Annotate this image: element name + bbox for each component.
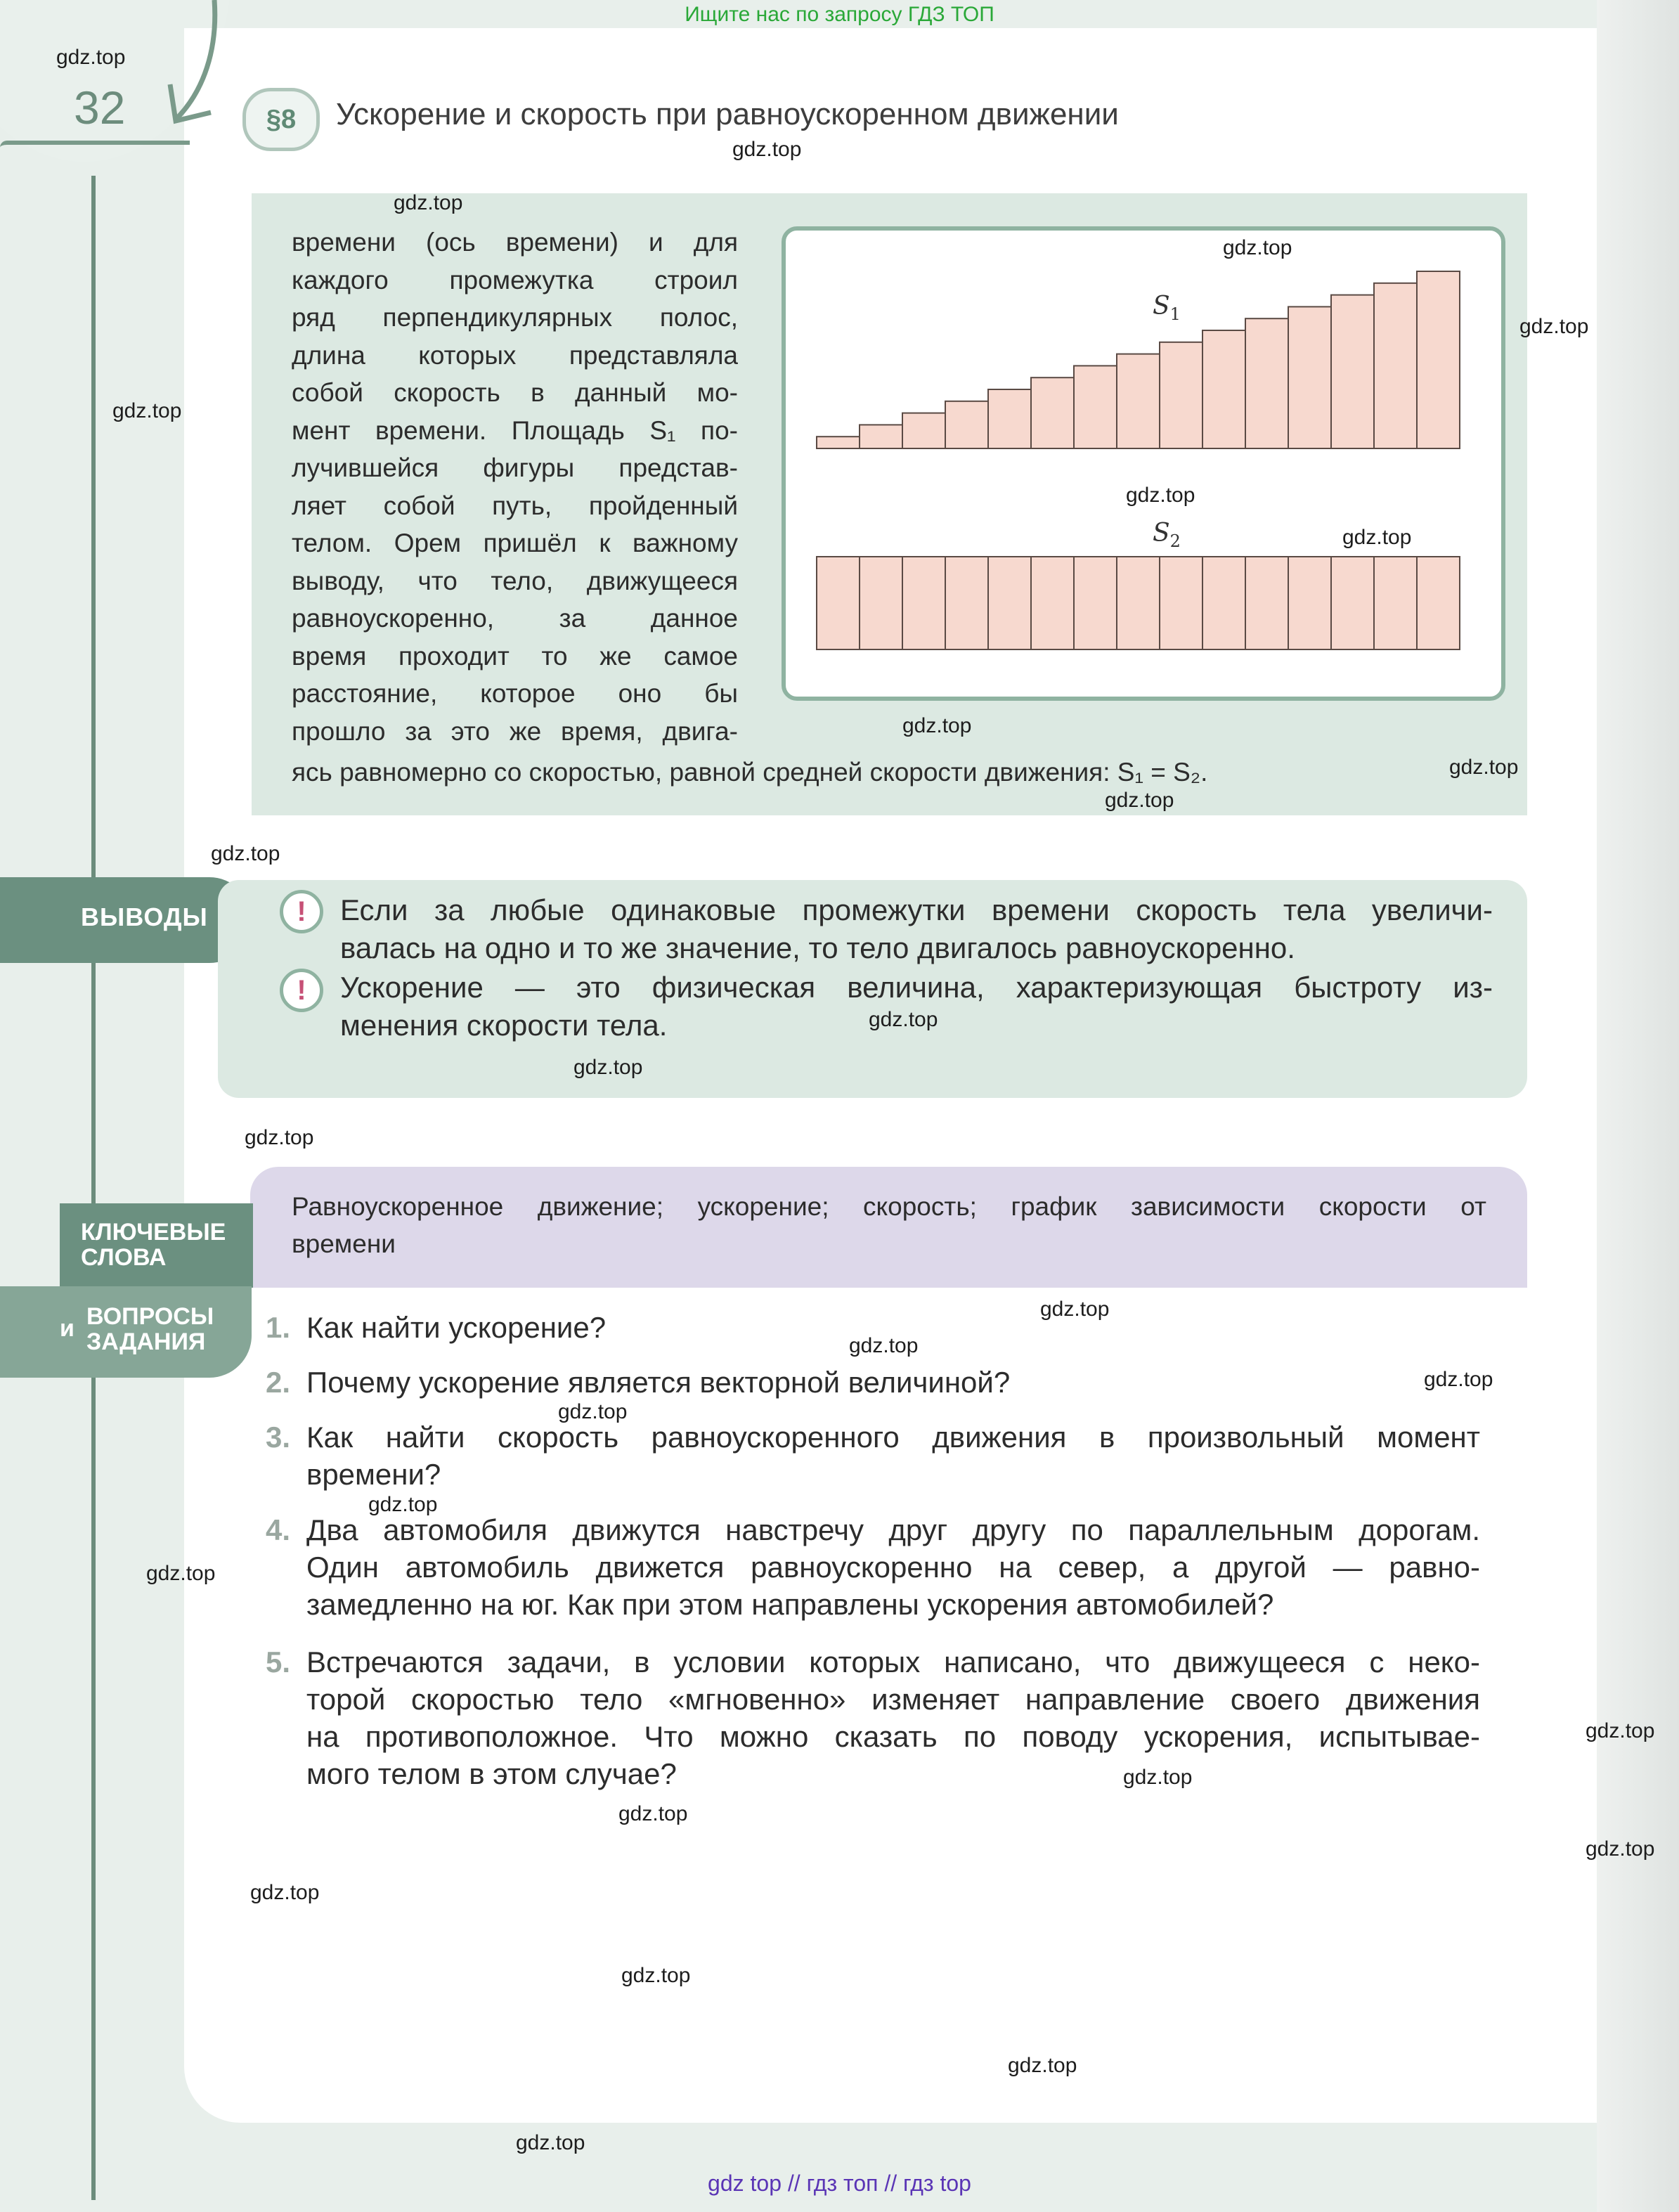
watermark: gdz.top	[250, 1881, 320, 1904]
watermark: gdz.top	[1008, 2054, 1077, 2077]
exclamation-icon: !	[280, 890, 323, 933]
conclusion-line: менения скорости тела.	[340, 1009, 668, 1042]
question-line: времени?	[306, 1458, 441, 1491]
conclusion-line: Если за любые одинаковые промежутки времени скорость тела увеличи-	[340, 893, 1493, 926]
staircase-bar	[988, 389, 1031, 448]
question-line: Как найти ускорение?	[306, 1311, 607, 1344]
staircase-bar	[817, 436, 860, 448]
page-title: Ускорение и скорость при равноускоренном движении	[336, 97, 1119, 131]
paragraph-line: мент времени. Площадь S₁ по-	[292, 415, 738, 445]
watermark: gdz.top	[1424, 1368, 1493, 1391]
footer-watermark[interactable]: gdz top // гдз топ // гдз top	[708, 2171, 971, 2196]
watermark: gdz.top	[902, 714, 972, 737]
paragraph-line: телом. Орем пришёл к важному	[292, 529, 738, 557]
questions-label-and: и	[60, 1315, 74, 1342]
watermark: gdz.top	[869, 1008, 938, 1031]
label-s2: $S_2$	[1153, 519, 1181, 552]
watermark: gdz.top	[573, 1056, 643, 1079]
watermark: gdz.top	[112, 399, 182, 422]
uniform-bar	[1074, 557, 1117, 649]
watermark: gdz.top	[516, 2131, 585, 2154]
oresme-diagram-bars	[782, 226, 1505, 701]
conclusion-line: Ускорение — это физическая величина, характеризующая быстроту из-	[340, 971, 1493, 1004]
paragraph-conclusion: ясь равномерно со скоростью, равной средней скорости движения: S₁ = S₂.	[292, 758, 1208, 787]
question-line: Два автомобиля движутся навстречу друг другу по параллельным дорогам.	[306, 1513, 1480, 1546]
keywords-label-line: СЛОВА	[81, 1244, 167, 1271]
paragraph-line: собой скорость в данный мо-	[292, 378, 738, 407]
watermark: gdz.top	[618, 1802, 688, 1825]
watermark: gdz.top	[56, 46, 126, 69]
label-s1: $S_1$	[1153, 292, 1181, 325]
paragraph-line: время проходит то же самое	[292, 641, 738, 671]
paragraph-line: выводу, что тело, движущееся	[292, 566, 738, 595]
watermark: gdz.top	[732, 138, 802, 161]
watermark: gdz.top	[1223, 236, 1292, 259]
staircase-bar	[1331, 295, 1374, 448]
question-5	[306, 1643, 1480, 1792]
question-4	[306, 1511, 1480, 1623]
watermark: gdz.top	[1123, 1766, 1193, 1789]
conclusion-item-1	[340, 891, 1493, 967]
staircase-bar	[1374, 283, 1417, 448]
uniform-bar	[1417, 557, 1460, 649]
paragraph-line: лучившейся фигуры представ-	[292, 453, 738, 482]
watermark: gdz.top	[211, 842, 280, 865]
margin-line	[91, 176, 96, 2200]
question-number: 3.	[266, 1421, 291, 1454]
question-2	[306, 1364, 1480, 1401]
watermark: gdz.top	[1126, 484, 1195, 507]
paragraph-line: прошло за это же время, двига-	[292, 716, 738, 746]
question-number: 2.	[266, 1366, 291, 1399]
keywords-line: Равноускоренное движение; ускорение; скорость; график зависимости скорости от	[292, 1192, 1486, 1221]
watermark: gdz.top	[849, 1334, 919, 1357]
question-line: Один автомобиль движется равноускоренно на север, а другой — равно-	[306, 1551, 1480, 1584]
keywords-label	[81, 1220, 226, 1270]
uniform-figure-s2	[817, 557, 1460, 649]
watermark: gdz.top	[1519, 315, 1589, 338]
paragraph-line: расстояние, которое оно бы	[292, 679, 738, 708]
watermark: gdz.top	[146, 1562, 216, 1585]
paragraph-line: ляет собой путь, пройденный	[292, 491, 738, 520]
question-number: 1.	[266, 1311, 291, 1344]
uniform-bar	[988, 557, 1031, 649]
uniform-bar	[902, 557, 945, 649]
page-number: 32	[74, 82, 126, 134]
staircase-bar	[860, 425, 902, 448]
conclusion-item-2	[340, 969, 1493, 1044]
watermark: gdz.top	[245, 1126, 314, 1149]
staircase-bar	[902, 413, 945, 448]
question-number: 4.	[266, 1513, 291, 1546]
watermark: gdz.top	[1105, 789, 1174, 812]
question-line: торой скоростью тело «мгновенно» изменяет направление своего движения	[306, 1683, 1480, 1716]
watermark: gdz.top	[1342, 526, 1412, 549]
staircase-bar	[1417, 271, 1460, 448]
staircase-bar	[1074, 366, 1117, 448]
margin-curve	[0, 141, 190, 201]
uniform-bar	[1245, 557, 1288, 649]
conclusion-line: валась на одно и то же значение, то тело двигалось равноускоренно.	[340, 931, 1295, 964]
history-paragraph	[292, 224, 738, 750]
questions-label-line: ЗАДАНИЯ	[86, 1328, 206, 1355]
paragraph-line: ряд перпендикулярных полос,	[292, 303, 738, 332]
question-line: на противоположное. Что можно сказать по поводу ускорения, испытывае-	[306, 1720, 1480, 1753]
watermark: gdz.top	[558, 1400, 628, 1423]
keywords-text	[292, 1188, 1486, 1262]
watermark: gdz.top	[394, 191, 463, 214]
watermark: gdz.top	[1586, 1837, 1655, 1861]
paragraph-line: каждого промежутка строил	[292, 265, 738, 295]
paragraph-line: времени (ось времени) и для	[292, 228, 738, 257]
uniform-bar	[817, 557, 860, 649]
uniform-bar	[1202, 557, 1245, 649]
staircase-bar	[1202, 330, 1245, 448]
question-line: мого телом в этом случае?	[306, 1757, 677, 1790]
uniform-bar	[1117, 557, 1160, 649]
page-edge-shadow	[1597, 0, 1679, 2212]
uniform-bar	[1031, 557, 1074, 649]
uniform-bar	[1160, 557, 1202, 649]
question-3	[306, 1418, 1480, 1493]
keywords-line: времени	[292, 1229, 396, 1258]
question-line: Как найти скорость равноускоренного движения в произвольный момент	[306, 1421, 1480, 1454]
watermark: gdz.top	[1040, 1298, 1110, 1321]
question-line: Почему ускорение является векторной величиной?	[306, 1366, 1011, 1399]
uniform-bar	[1331, 557, 1374, 649]
staircase-bar	[1245, 318, 1288, 448]
conclusions-label: ВЫВОДЫ	[81, 903, 208, 931]
uniform-bar	[1374, 557, 1417, 649]
uniform-bar	[1288, 557, 1331, 649]
uniform-bar	[945, 557, 988, 649]
question-line: Встречаются задачи, в условии которых написано, что движущееся с неко-	[306, 1645, 1480, 1679]
staircase-bar	[1288, 306, 1331, 448]
exclamation-icon: !	[280, 969, 323, 1012]
staircase-bar	[945, 401, 988, 448]
questions-label-line: ВОПРОСЫ	[86, 1303, 214, 1330]
section-badge: §8	[242, 88, 320, 151]
staircase-bar	[1031, 377, 1074, 448]
paragraph-line: равноускоренно, за данное	[292, 604, 738, 633]
top-banner[interactable]: Ищите нас по запросу ГДЗ ТОП	[685, 3, 994, 26]
question-line: замедленно на юг. Как при этом направлены ускорения автомобилей?	[306, 1588, 1274, 1621]
question-number: 5.	[266, 1645, 291, 1679]
paragraph-line: длина которых представляла	[292, 340, 738, 370]
questions-label	[60, 1304, 214, 1354]
watermark: gdz.top	[368, 1493, 438, 1516]
staircase-bar	[1160, 342, 1202, 448]
watermark: gdz.top	[1449, 756, 1519, 779]
watermark: gdz.top	[621, 1964, 691, 1987]
keywords-label-line: КЛЮЧЕВЫЕ	[81, 1219, 226, 1246]
staircase-figure-s1	[817, 271, 1460, 448]
watermark: gdz.top	[1586, 1719, 1655, 1742]
staircase-bar	[1117, 354, 1160, 448]
uniform-bar	[860, 557, 902, 649]
